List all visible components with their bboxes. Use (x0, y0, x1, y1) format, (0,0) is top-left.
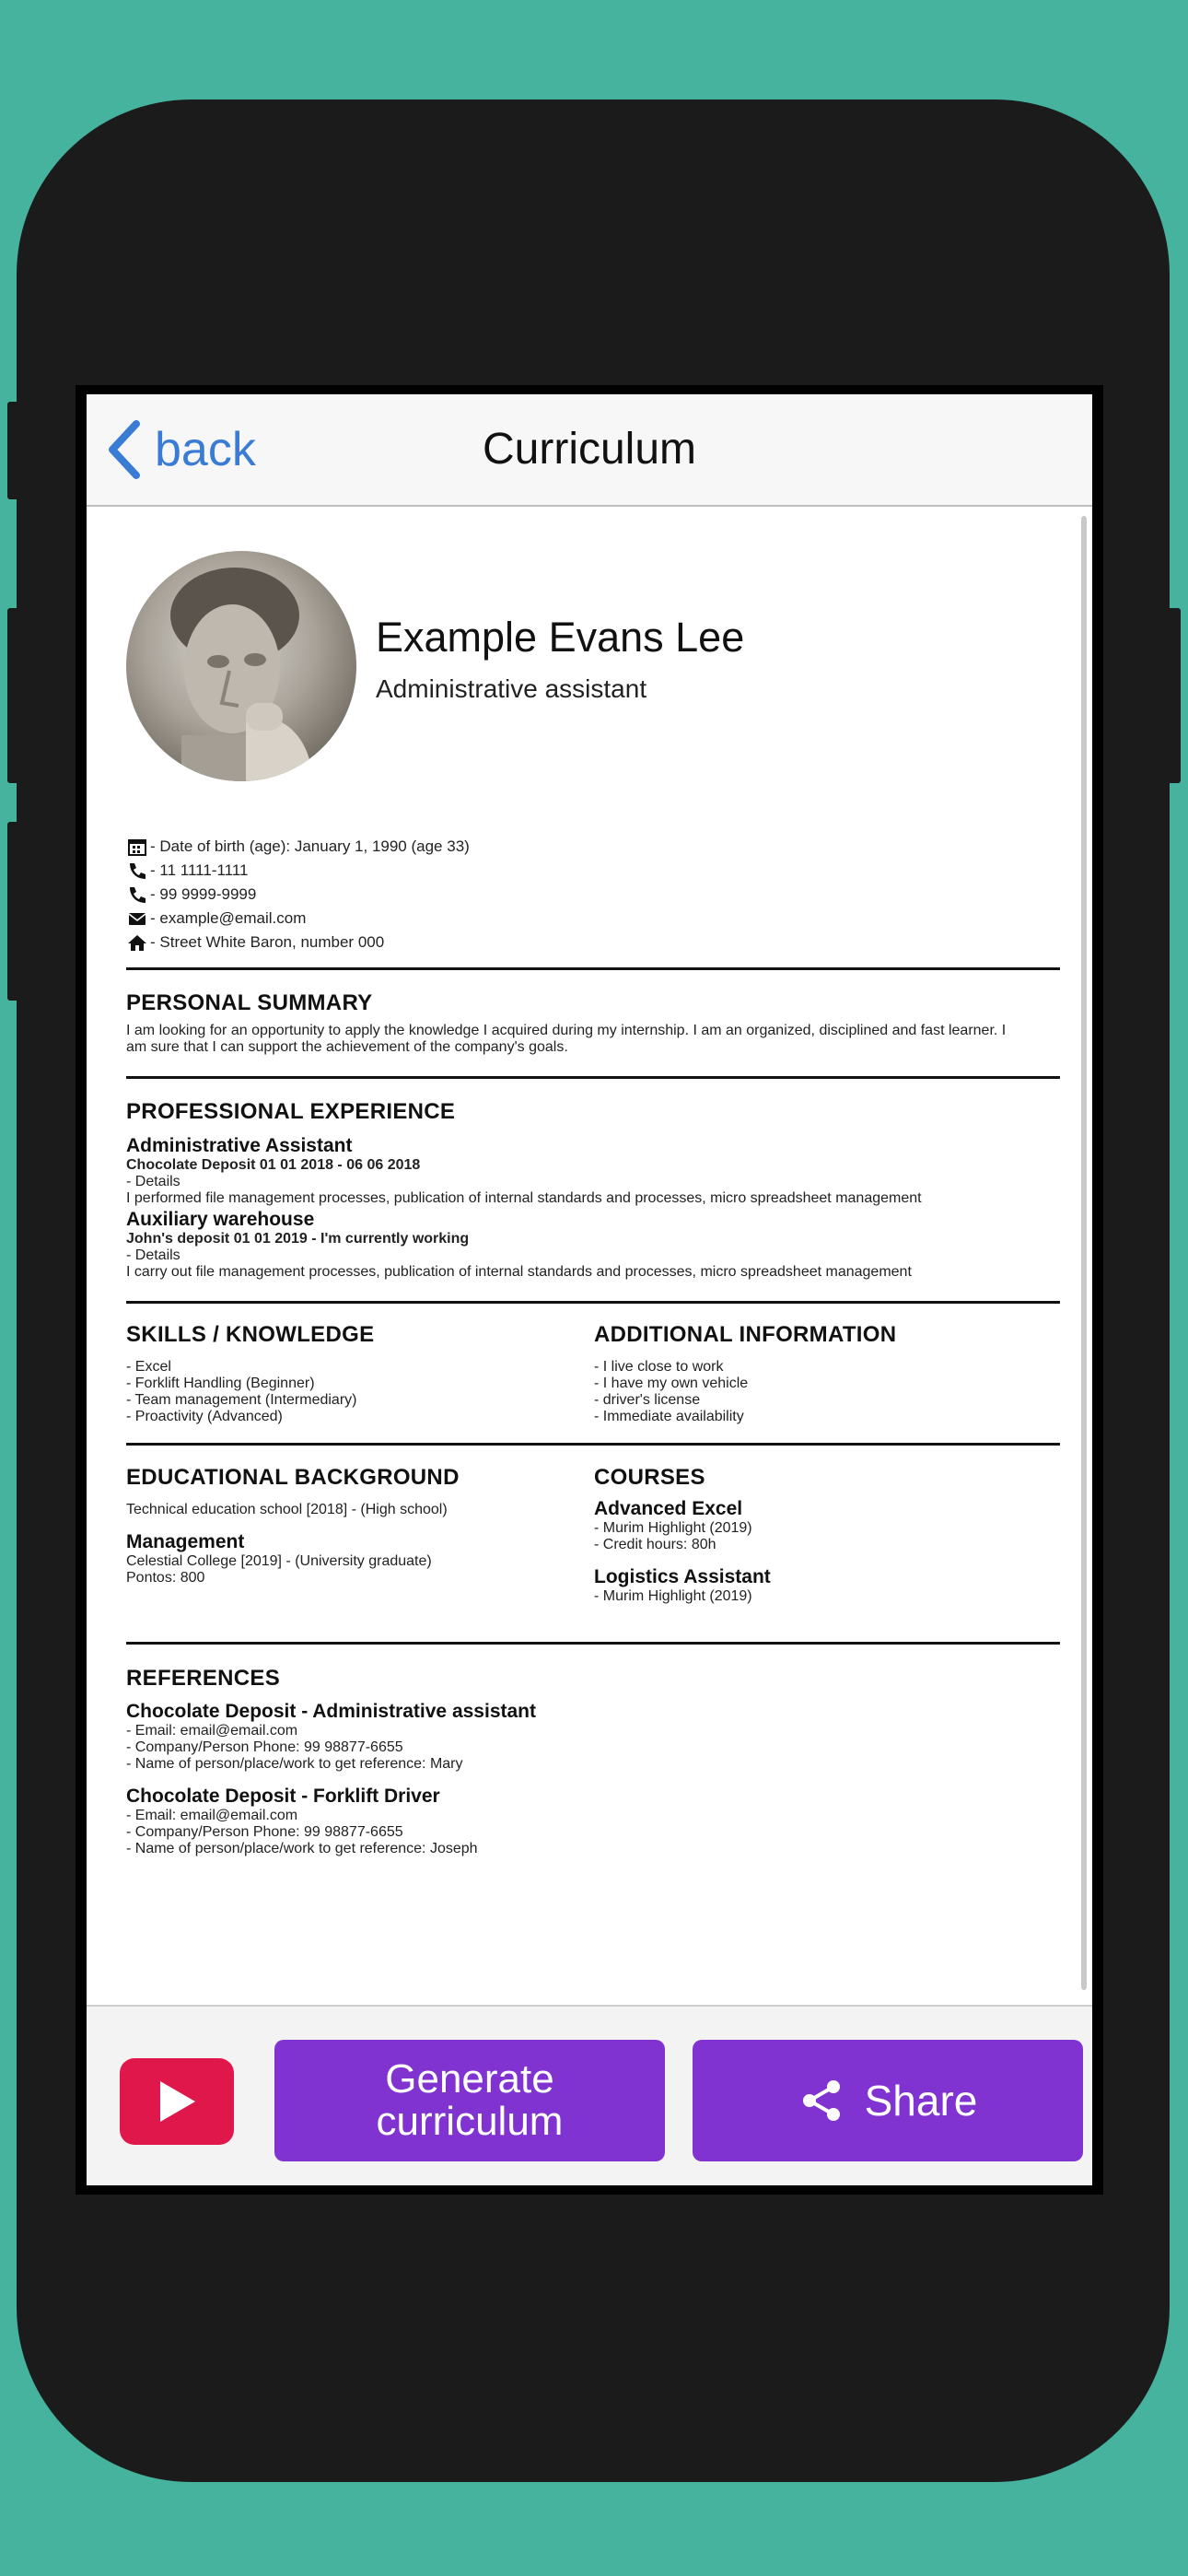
calendar-icon (126, 837, 148, 856)
job-title: Administrative assistant (376, 674, 647, 703)
education-line: Celestial College [2019] - (University graduate) (126, 1553, 432, 1569)
reference-name: Chocolate Deposit - Forklift Driver (126, 1786, 440, 1807)
additional-item: - I have my own vehicle (594, 1376, 749, 1391)
envelope-icon (126, 909, 148, 928)
section-divider (126, 1301, 1060, 1304)
experience-list (126, 1135, 1066, 1281)
contact-list (126, 835, 470, 954)
share-label: Share (864, 2077, 978, 2125)
phone-button (7, 822, 20, 1001)
experience-company: John's deposit 01 01 2019 - I'm currently working (126, 1231, 470, 1247)
additional-item: - I live close to work (594, 1359, 724, 1375)
experience-details-label: - Details (126, 1247, 181, 1263)
section-divider (126, 1642, 1060, 1645)
skills-list (126, 1359, 356, 1425)
action-bar (87, 2005, 1092, 2185)
contact-text: - example@email.com (150, 909, 307, 927)
generate-label-line: curriculum (376, 2099, 564, 2144)
skill-item: - Proactivity (Advanced) (126, 1409, 283, 1424)
section-divider (126, 967, 1060, 970)
references-list (126, 1701, 536, 1857)
contact-item (126, 835, 470, 859)
course-line: - Credit hours: 80h (594, 1537, 716, 1552)
skill-item: - Excel (126, 1359, 171, 1375)
education-list (126, 1502, 448, 1587)
page-title: Curriculum (482, 425, 697, 474)
reference-line: - Email: email@email.com (126, 1723, 298, 1739)
course-line: - Murim Highlight (2019) (594, 1588, 752, 1604)
summary-line: am sure that I can support the achievement of the company's goals. (126, 1039, 568, 1055)
summary-line: I am looking for an opportunity to apply the knowledge I acquired during my internship. I am an organized, disciplined and fast learner. I (126, 1023, 1007, 1038)
experience-role: Administrative Assistant (126, 1135, 353, 1156)
course-name: Logistics Assistant (594, 1566, 771, 1587)
skill-item: - Team management (Intermediary) (126, 1392, 357, 1408)
courses-list (594, 1498, 771, 1605)
experience-role: Auxiliary warehouse (126, 1209, 315, 1230)
education-line: Pontos: 800 (126, 1570, 205, 1586)
app-screen (87, 394, 1092, 2185)
reference-line: - Name of person/place/work to get reference: Joseph (126, 1841, 478, 1856)
share-icon (798, 2078, 844, 2124)
section-title-education: EDUCATIONAL BACKGROUND (126, 1465, 460, 1490)
phone-button (7, 608, 20, 783)
share-button[interactable] (693, 2040, 1083, 2161)
course-name: Advanced Excel (594, 1498, 743, 1519)
additional-item: - Immediate availability (594, 1409, 744, 1424)
contact-text: - Date of birth (age): January 1, 1990 (age 33) (150, 837, 470, 855)
experience-details: I performed file management processes, publication of internal standards and processes, micro spreadsheet management (126, 1190, 922, 1206)
skill-item: - Forklift Handling (Beginner) (126, 1376, 315, 1391)
course-line: - Murim Highlight (2019) (594, 1520, 752, 1536)
reference-line: - Name of person/place/work to get reference: Mary (126, 1756, 463, 1772)
additional-item: - driver's license (594, 1392, 701, 1408)
reference-name: Chocolate Deposit - Administrative assistant (126, 1701, 536, 1722)
home-icon (126, 933, 148, 952)
full-name: Example Evans Lee (376, 614, 745, 661)
contact-text: - Street White Baron, number 000 (150, 933, 385, 951)
statue-portrait-image (126, 551, 356, 781)
generate-curriculum-button[interactable] (274, 2040, 665, 2161)
section-title-experience: PROFESSIONAL EXPERIENCE (126, 1099, 456, 1124)
profile-photo (126, 551, 356, 781)
phone-icon (126, 885, 148, 904)
contact-text: - 99 9999-9999 (150, 885, 257, 903)
section-title-references: REFERENCES (126, 1666, 281, 1691)
additional-list (594, 1359, 748, 1425)
scrollbar[interactable] (1081, 516, 1087, 1990)
back-button[interactable] (103, 413, 256, 486)
experience-company: Chocolate Deposit 01 01 2018 - 06 06 2018 (126, 1157, 421, 1173)
contact-item (126, 931, 470, 954)
contact-text: - 11 1111-1111 (150, 861, 249, 879)
section-title-additional: ADDITIONAL INFORMATION (594, 1322, 897, 1347)
section-title-skills: SKILLS / KNOWLEDGE (126, 1322, 375, 1347)
section-title-courses: COURSES (594, 1465, 705, 1490)
phone-button (1168, 608, 1181, 783)
contact-item (126, 883, 470, 907)
curriculum-preview[interactable] (87, 507, 1092, 1999)
back-label: back (155, 423, 256, 476)
education-course: Management (126, 1531, 245, 1552)
section-divider (126, 1076, 1060, 1079)
chevron-left-icon (103, 418, 144, 481)
phone-icon (126, 861, 148, 880)
experience-details: I carry out file management processes, publication of internal standards and processes, micro spreadsheet management (126, 1264, 912, 1280)
youtube-button[interactable] (120, 2058, 234, 2145)
reference-line: - Company/Person Phone: 99 98877-6655 (126, 1824, 403, 1840)
section-title-summary: PERSONAL SUMMARY (126, 990, 373, 1015)
contact-item (126, 907, 470, 931)
reference-line: - Company/Person Phone: 99 98877-6655 (126, 1739, 403, 1755)
reference-line: - Email: email@email.com (126, 1808, 298, 1823)
contact-item (126, 859, 470, 883)
education-line: Technical education school [2018] - (High school) (126, 1502, 448, 1517)
nav-header (87, 394, 1092, 507)
section-divider (126, 1443, 1060, 1446)
phone-button (7, 402, 20, 499)
generate-label-line: Generate (385, 2056, 554, 2102)
summary-text (126, 1023, 1066, 1056)
experience-details-label: - Details (126, 1174, 181, 1189)
play-icon (157, 2079, 197, 2124)
